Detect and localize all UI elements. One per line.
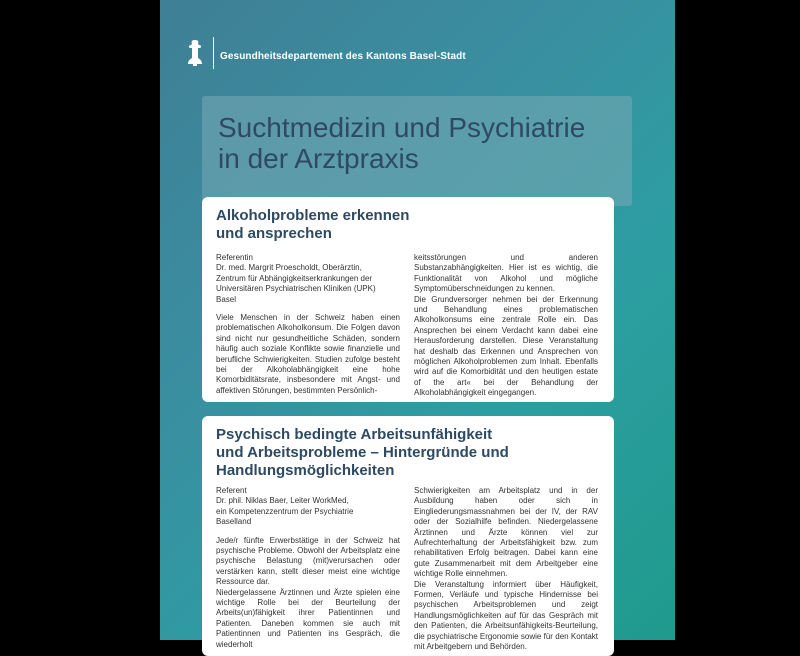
- section2-ref-name: Dr. phil. Niklas Baer, Leiter WorkMed,: [216, 496, 349, 506]
- section2-heading-line2: und Arbeitsprobleme – Hintergründe und: [216, 444, 509, 461]
- section1-heading-line2: und ansprechen: [216, 225, 332, 242]
- section2-col1: [216, 486, 400, 653]
- section2-ref-line3: Baselland: [216, 517, 252, 527]
- logo-divider: [213, 37, 214, 69]
- section1-heading-line1: Alkoholprobleme erkennen: [216, 207, 410, 224]
- title-line1: Suchtmedizin und Psychiatrie: [218, 112, 586, 143]
- section1-col2-p2: Die Grundversorger nehmen bei der Erkennung und Behandlung eines problematischen Alkoholkonsums eine zentrale Rolle ein. Das Ansprechen bei einem Verdacht kann dabei eine Herausforderung darstellen. Diese Veranstaltung hat deshalb das Erkennen und Ansprechen von möglichen Alkoholproblemen zum Inhalt. Ebenfalls wird auf die Komorbidität und den heutigen estate of the art« bei der Behandlung der Alkoholabhängigkeit eingegangen.: [414, 294, 598, 398]
- section2-ref-label: Referent: [216, 486, 247, 495]
- section1-heading: [216, 207, 606, 243]
- section2-col2-p1: Schwierigkeiten am Arbeitsplatz und in der Ausbildung haben oder sich in Eingliederungsmassnahmen bei der IV, der RAV oder der Sozialhilfe befinden. Niedergelassene Ärztinnen und Ärzte können viel zur Aufrechterhaltung der Arbeitsfähigkeit bzw. zum rehabilitativen Erfolg beitragen. Dabei kann eine gute Zusammenarbeit mit dem Arbeitgeber eine wichtige Rolle einnehmen.: [414, 486, 598, 579]
- flyer-page: [160, 0, 675, 652]
- section2-heading: [216, 426, 606, 480]
- section1-ref-line3: Universitären Psychiatrischen Kliniken (UPK): [216, 284, 376, 294]
- section1-ref-name: Dr. med. Margrit Proescholdt, Oberärztin,: [216, 263, 362, 273]
- section-card-work: [202, 416, 614, 656]
- section1-columns: [216, 253, 598, 399]
- title-line2: in der Arztpraxis: [218, 143, 419, 174]
- header-logo: [185, 36, 466, 70]
- section2-col1-p1: Jede/r fünfte Erwerbstätige in der Schweiz hat psychische Probleme. Obwohl der Arbeitsplatz eine psychische Belastung (mit)verursachen oder verstärken kann, stellt dieser meist eine wichtige Ressource dar.: [216, 535, 400, 587]
- section2-col1-p2: Niedergelassene Ärztinnen und Ärzte spielen eine wichtige Rolle bei der Beurteilung der Arbeits(un)fähigkeit ihrer Patientinnen und Patienten. Daneben kommen sie auch mit Patientinnen und Patienten ins Gespräch, die wiederholt: [216, 587, 400, 649]
- section1-ref-label: Referentin: [216, 253, 253, 262]
- section1-col1-text: Viele Menschen in der Schweiz haben einen problematischen Alkoholkonsum. Die Folgen davon sind nicht nur gesundheitliche Schäden, sondern häufig auch soziale Konflikte sowie finanzielle und berufliche Schwierigkeiten. Studien zufolge besteht bei der Alkoholabhängigkeit eine hohe Komorbiditätsrate, insbesondere mit Angst- und affektiven Störungen, bestimmten Persönlich-: [216, 313, 400, 395]
- section2-ref-line2: ein Kompetenzzentrum der Psychiatrie: [216, 506, 354, 516]
- section2-columns: [216, 486, 598, 653]
- section2-col2-p2: Die Veranstaltung informiert über Häufigkeit, Formen, Verläufe und typische Hindernisse bei psychischen Arbeitsproblemen und zeigt Handlungsmöglichkeiten auf für das Gespräch mit den Patienten, die Arbeitsunfähigkeits-Beurteilung, die psychiatrische Ergonomie sowie für den Kontakt mit Arbeitgebern und Behörden.: [414, 579, 598, 652]
- department-name: Gesundheitsdepartement des Kantons Basel-Stadt: [220, 50, 466, 62]
- section1-col1: [216, 253, 400, 399]
- section2-col2: [414, 486, 598, 653]
- section1-col2-p1: keitsstörungen und anderen Substanzabhängigkeiten. Hier ist es wichtig, die Funktionalität von Alkohol und mögliche Symptomüberschneidungen zu kennen.: [414, 253, 598, 294]
- section1-ref-line4: Basel: [216, 294, 237, 304]
- section-card-alcohol: [202, 197, 614, 402]
- section1-ref-line2: Zentrum für Abhängigkeitserkrankungen der: [216, 273, 373, 283]
- page-title: [218, 112, 638, 174]
- basel-crest-icon: [185, 38, 205, 68]
- section2-heading-line1: Psychisch bedingte Arbeitsunfähigkeit: [216, 426, 493, 443]
- section2-heading-line3: Handlungsmöglichkeiten: [216, 462, 395, 479]
- section1-col2: [414, 253, 598, 399]
